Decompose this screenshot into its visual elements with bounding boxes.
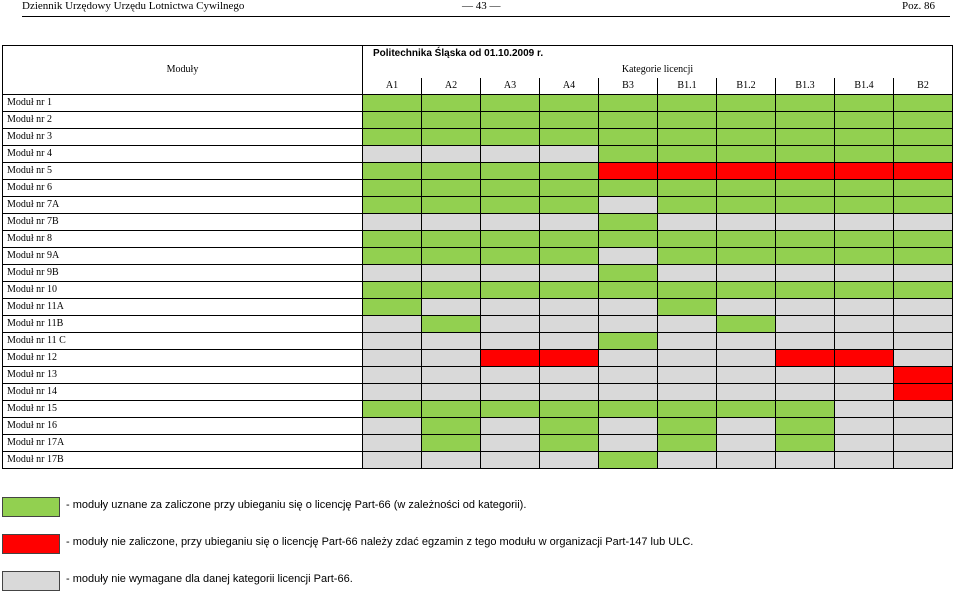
cell-credited	[717, 231, 776, 248]
cell-not-required	[776, 333, 835, 350]
cell-not-required	[894, 214, 953, 231]
module-label: Moduł nr 7A	[3, 197, 363, 214]
table-row	[3, 282, 953, 299]
cell-credited	[422, 316, 481, 333]
cell-not-required	[717, 418, 776, 435]
table-row	[3, 265, 953, 282]
cell-credited	[599, 95, 658, 112]
cell-not-required	[776, 299, 835, 316]
cell-not-required	[599, 435, 658, 452]
cell-credited	[835, 112, 894, 129]
cell-not-required	[363, 435, 422, 452]
cell-not-required	[363, 214, 422, 231]
cell-credited	[894, 248, 953, 265]
module-label: Moduł nr 2	[3, 112, 363, 129]
module-label: Moduł nr 14	[3, 384, 363, 401]
cell-credited	[363, 129, 422, 146]
cell-credited	[658, 180, 717, 197]
cell-not-required	[540, 367, 599, 384]
cell-not-required	[481, 299, 540, 316]
table-row	[3, 248, 953, 265]
cell-not-required	[835, 435, 894, 452]
cell-credited	[599, 146, 658, 163]
legend-swatch	[2, 534, 60, 554]
cell-not-required	[481, 418, 540, 435]
table-row	[3, 367, 953, 384]
cell-credited	[363, 163, 422, 180]
legend-swatch	[2, 571, 60, 591]
cell-credited	[481, 248, 540, 265]
category-header: A3	[481, 78, 540, 95]
cell-not-required	[776, 316, 835, 333]
cell-credited	[894, 146, 953, 163]
table-row	[3, 231, 953, 248]
cell-credited	[717, 401, 776, 418]
cell-credited	[599, 401, 658, 418]
cell-credited	[363, 299, 422, 316]
cell-credited	[422, 231, 481, 248]
cell-credited	[540, 418, 599, 435]
journal-title: Dziennik Urzędowy Urzędu Lotnictwa Cywilnego	[22, 0, 245, 12]
cell-credited	[540, 163, 599, 180]
cell-not-required	[540, 316, 599, 333]
module-label: Moduł nr 17B	[3, 452, 363, 469]
cell-credited	[658, 435, 717, 452]
cell-credited	[599, 180, 658, 197]
cell-credited	[540, 401, 599, 418]
cell-credited	[835, 197, 894, 214]
cell-credited	[776, 248, 835, 265]
category-header: A2	[422, 78, 481, 95]
cell-not-required	[363, 265, 422, 282]
cell-not-required	[835, 214, 894, 231]
cell-credited	[363, 248, 422, 265]
cell-not-required	[717, 452, 776, 469]
cell-not-required	[363, 418, 422, 435]
cell-not-required	[599, 299, 658, 316]
cell-not-required	[717, 384, 776, 401]
cell-not-required	[481, 384, 540, 401]
cell-credited	[894, 180, 953, 197]
cell-credited	[540, 112, 599, 129]
cell-credited	[835, 129, 894, 146]
cell-credited	[599, 129, 658, 146]
cell-credited	[835, 248, 894, 265]
cell-credited	[540, 95, 599, 112]
cell-not-required	[658, 367, 717, 384]
cell-not-required	[481, 435, 540, 452]
cell-not-required	[599, 418, 658, 435]
module-label: Moduł nr 9A	[3, 248, 363, 265]
source-title: Politechnika Śląska od 01.10.2009 r.	[363, 46, 953, 63]
module-label: Moduł nr 16	[3, 418, 363, 435]
cell-credited	[717, 316, 776, 333]
table-row	[3, 180, 953, 197]
legend-text: - moduły nie zaliczone, przy ubieganiu się o licencję Part-66 należy zdać egzamin z tego modułu w organizacji Part-147 lub ULC.	[66, 536, 694, 548]
cell-not-required	[422, 146, 481, 163]
cell-credited	[599, 265, 658, 282]
cell-not-required	[422, 384, 481, 401]
cell-credited	[363, 112, 422, 129]
category-header: B1.1	[658, 78, 717, 95]
cell-credited	[422, 401, 481, 418]
cell-credited	[363, 282, 422, 299]
cell-credited	[717, 248, 776, 265]
cell-exam-required	[835, 350, 894, 367]
cell-not-required	[422, 333, 481, 350]
table-row	[3, 197, 953, 214]
cell-not-required	[481, 265, 540, 282]
cell-not-required	[422, 350, 481, 367]
cell-not-required	[658, 333, 717, 350]
cell-not-required	[481, 146, 540, 163]
cell-credited	[599, 112, 658, 129]
cell-exam-required	[717, 163, 776, 180]
cell-exam-required	[599, 163, 658, 180]
cell-not-required	[658, 384, 717, 401]
table-row	[3, 418, 953, 435]
cell-exam-required	[776, 350, 835, 367]
cell-not-required	[599, 367, 658, 384]
cell-credited	[658, 248, 717, 265]
cell-not-required	[540, 299, 599, 316]
cell-not-required	[481, 452, 540, 469]
cell-exam-required	[540, 350, 599, 367]
cell-credited	[422, 435, 481, 452]
cell-not-required	[540, 214, 599, 231]
cell-not-required	[835, 316, 894, 333]
cell-credited	[717, 129, 776, 146]
cell-credited	[481, 197, 540, 214]
cell-not-required	[599, 384, 658, 401]
module-label: Moduł nr 11 C	[3, 333, 363, 350]
cell-not-required	[717, 333, 776, 350]
table-row	[3, 350, 953, 367]
cell-credited	[540, 180, 599, 197]
table-row	[3, 384, 953, 401]
legend-text: - moduły uznane za zaliczone przy ubieganiu się o licencję Part-66 (w zależności od kategorii).	[66, 499, 527, 511]
cell-not-required	[540, 333, 599, 350]
table-row	[3, 333, 953, 350]
categories-header: Kategorie licencji	[363, 62, 953, 78]
cell-not-required	[481, 333, 540, 350]
table-row	[3, 299, 953, 316]
cell-credited	[481, 180, 540, 197]
cell-not-required	[894, 401, 953, 418]
cell-not-required	[717, 367, 776, 384]
cell-not-required	[540, 146, 599, 163]
table-row	[3, 401, 953, 418]
module-label: Moduł nr 11A	[3, 299, 363, 316]
cell-credited	[422, 418, 481, 435]
cell-credited	[422, 95, 481, 112]
cell-not-required	[481, 316, 540, 333]
cell-not-required	[540, 265, 599, 282]
cell-not-required	[658, 316, 717, 333]
cell-not-required	[717, 265, 776, 282]
cell-credited	[422, 248, 481, 265]
cell-credited	[717, 197, 776, 214]
cell-credited	[776, 180, 835, 197]
cell-credited	[776, 435, 835, 452]
cell-credited	[894, 112, 953, 129]
cell-credited	[658, 146, 717, 163]
cell-exam-required	[776, 163, 835, 180]
cell-not-required	[894, 418, 953, 435]
cell-credited	[894, 231, 953, 248]
legend-text: - moduły nie wymagane dla danej kategorii licencji Part-66.	[66, 573, 353, 585]
cell-not-required	[776, 214, 835, 231]
cell-not-required	[481, 367, 540, 384]
cell-not-required	[422, 367, 481, 384]
cell-credited	[481, 163, 540, 180]
cell-credited	[658, 112, 717, 129]
cell-credited	[658, 401, 717, 418]
cell-credited	[776, 197, 835, 214]
cell-credited	[776, 129, 835, 146]
cell-credited	[658, 282, 717, 299]
category-header: A4	[540, 78, 599, 95]
cell-credited	[540, 129, 599, 146]
cell-credited	[776, 146, 835, 163]
cell-credited	[894, 197, 953, 214]
cell-credited	[776, 112, 835, 129]
cell-not-required	[894, 350, 953, 367]
cell-not-required	[422, 299, 481, 316]
cell-credited	[540, 231, 599, 248]
cell-credited	[540, 197, 599, 214]
cell-not-required	[835, 452, 894, 469]
module-label: Moduł nr 12	[3, 350, 363, 367]
cell-credited	[481, 129, 540, 146]
cell-exam-required	[894, 384, 953, 401]
cell-credited	[422, 197, 481, 214]
cell-credited	[599, 282, 658, 299]
cell-credited	[599, 231, 658, 248]
cell-credited	[658, 299, 717, 316]
module-label: Moduł nr 15	[3, 401, 363, 418]
cell-credited	[776, 282, 835, 299]
cell-credited	[835, 231, 894, 248]
cell-credited	[835, 146, 894, 163]
cell-credited	[776, 231, 835, 248]
cell-credited	[363, 197, 422, 214]
cell-not-required	[717, 435, 776, 452]
page-number: — 43 —	[462, 0, 501, 12]
cell-credited	[422, 129, 481, 146]
cell-credited	[540, 435, 599, 452]
cell-not-required	[776, 384, 835, 401]
cell-credited	[540, 248, 599, 265]
cell-credited	[422, 180, 481, 197]
license-modules-table	[2, 45, 953, 469]
cell-exam-required	[658, 163, 717, 180]
cell-credited	[658, 129, 717, 146]
table-row	[3, 452, 953, 469]
cell-not-required	[835, 401, 894, 418]
cell-not-required	[835, 384, 894, 401]
cell-not-required	[422, 214, 481, 231]
cell-credited	[658, 418, 717, 435]
cell-not-required	[599, 350, 658, 367]
cell-not-required	[776, 367, 835, 384]
cell-credited	[776, 401, 835, 418]
cell-not-required	[422, 452, 481, 469]
cell-not-required	[894, 299, 953, 316]
cell-not-required	[422, 265, 481, 282]
cell-not-required	[894, 435, 953, 452]
cell-not-required	[835, 418, 894, 435]
module-label: Moduł nr 7B	[3, 214, 363, 231]
cell-not-required	[894, 333, 953, 350]
cell-credited	[481, 95, 540, 112]
cell-credited	[717, 112, 776, 129]
cell-not-required	[894, 452, 953, 469]
cell-credited	[717, 180, 776, 197]
module-label: Moduł nr 6	[3, 180, 363, 197]
module-label: Moduł nr 10	[3, 282, 363, 299]
cell-credited	[363, 401, 422, 418]
cell-credited	[363, 231, 422, 248]
cell-credited	[894, 95, 953, 112]
module-label: Moduł nr 5	[3, 163, 363, 180]
module-label: Moduł nr 11B	[3, 316, 363, 333]
cell-not-required	[363, 316, 422, 333]
category-header: B1.4	[835, 78, 894, 95]
cell-not-required	[835, 265, 894, 282]
category-header: B1.2	[717, 78, 776, 95]
cell-not-required	[776, 452, 835, 469]
cell-not-required	[540, 384, 599, 401]
legend-swatch	[2, 497, 60, 517]
cell-credited	[422, 112, 481, 129]
cell-not-required	[717, 214, 776, 231]
cell-credited	[835, 282, 894, 299]
cell-credited	[540, 282, 599, 299]
table-row	[3, 163, 953, 180]
cell-credited	[717, 146, 776, 163]
cell-credited	[658, 95, 717, 112]
modules-header: Moduły	[3, 46, 363, 95]
cell-not-required	[717, 299, 776, 316]
cell-not-required	[658, 265, 717, 282]
cell-not-required	[776, 265, 835, 282]
cell-credited	[894, 129, 953, 146]
cell-not-required	[658, 452, 717, 469]
category-header: A1	[363, 78, 422, 95]
cell-not-required	[363, 333, 422, 350]
cell-not-required	[658, 350, 717, 367]
cell-credited	[776, 95, 835, 112]
cell-credited	[481, 401, 540, 418]
cell-exam-required	[481, 350, 540, 367]
cell-not-required	[599, 316, 658, 333]
cell-not-required	[658, 214, 717, 231]
cell-credited	[363, 95, 422, 112]
cell-not-required	[894, 265, 953, 282]
cell-exam-required	[894, 367, 953, 384]
module-label: Moduł nr 8	[3, 231, 363, 248]
category-header: B1.3	[776, 78, 835, 95]
cell-not-required	[363, 452, 422, 469]
table-row	[3, 214, 953, 231]
cell-not-required	[540, 452, 599, 469]
cell-not-required	[599, 248, 658, 265]
page-header	[0, 0, 960, 18]
table-row	[3, 95, 953, 112]
cell-credited	[363, 180, 422, 197]
cell-exam-required	[894, 163, 953, 180]
cell-not-required	[717, 350, 776, 367]
module-label: Moduł nr 9B	[3, 265, 363, 282]
header-rule	[22, 16, 950, 17]
module-label: Moduł nr 3	[3, 129, 363, 146]
cell-not-required	[894, 316, 953, 333]
cell-credited	[835, 95, 894, 112]
cell-credited	[717, 95, 776, 112]
module-label: Moduł nr 13	[3, 367, 363, 384]
cell-credited	[599, 452, 658, 469]
cell-not-required	[599, 197, 658, 214]
cell-credited	[894, 282, 953, 299]
category-header: B3	[599, 78, 658, 95]
cell-credited	[658, 231, 717, 248]
cell-credited	[481, 231, 540, 248]
cell-not-required	[363, 350, 422, 367]
cell-credited	[776, 418, 835, 435]
module-label: Moduł nr 4	[3, 146, 363, 163]
cell-not-required	[363, 367, 422, 384]
cell-not-required	[363, 384, 422, 401]
cell-not-required	[363, 146, 422, 163]
table-row	[3, 129, 953, 146]
table-row	[3, 316, 953, 333]
table-row	[3, 435, 953, 452]
table-row	[3, 146, 953, 163]
cell-credited	[422, 282, 481, 299]
cell-credited	[481, 112, 540, 129]
position-number: Poz. 86	[902, 0, 935, 12]
cell-exam-required	[835, 163, 894, 180]
table-row	[3, 112, 953, 129]
cell-credited	[481, 282, 540, 299]
cell-credited	[835, 180, 894, 197]
module-label: Moduł nr 17A	[3, 435, 363, 452]
module-label: Moduł nr 1	[3, 95, 363, 112]
cell-not-required	[835, 299, 894, 316]
cell-credited	[717, 282, 776, 299]
cell-credited	[599, 214, 658, 231]
cell-credited	[422, 163, 481, 180]
cell-credited	[658, 197, 717, 214]
cell-credited	[599, 333, 658, 350]
cell-not-required	[835, 333, 894, 350]
cell-not-required	[835, 367, 894, 384]
cell-not-required	[481, 214, 540, 231]
category-header: B2	[894, 78, 953, 95]
